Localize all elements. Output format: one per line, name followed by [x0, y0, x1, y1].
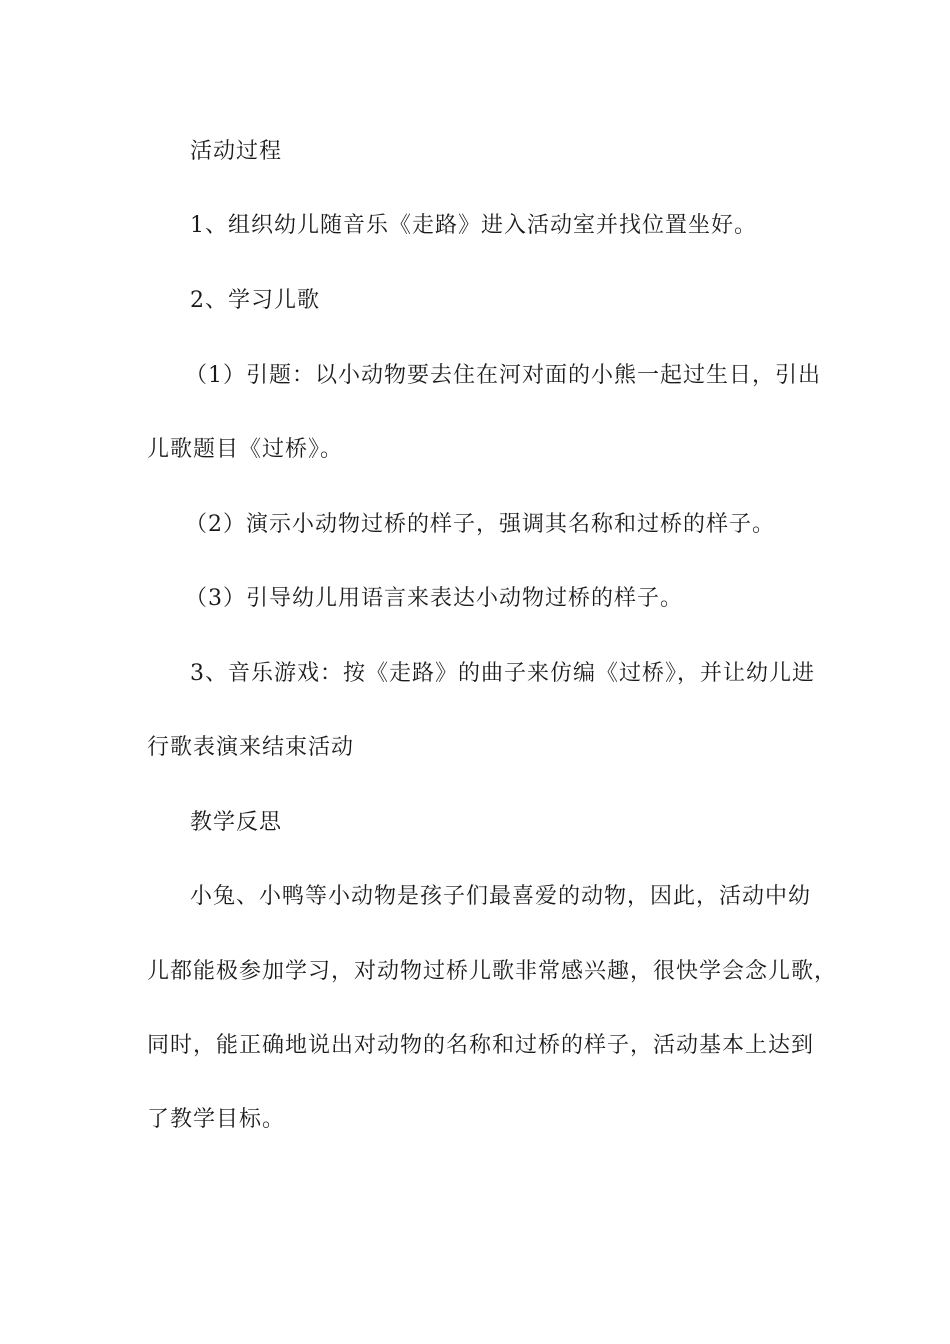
paragraph-substep-3: （3）引导幼儿用语言来表达小动物过桥的样子。	[185, 586, 683, 611]
paragraph-reflection-line-2: 儿都能极参加学习，对动物过桥儿歌非常感兴趣，很快学会念儿歌，	[147, 959, 838, 984]
heading-activity-process: 活动过程	[190, 139, 283, 164]
paragraph-step-3-line-1: 3、音乐游戏：按《走路》的曲子来仿编《过桥》，并让幼儿进	[190, 661, 815, 686]
paragraph-substep-1-line-2: 儿歌题目《过桥》。	[147, 437, 344, 462]
paragraph-step-1: 1、组织幼儿随音乐《走路》进入活动室并找位置坐好。	[190, 213, 757, 238]
paragraph-substep-1-line-1: （1）引题：以小动物要去住在河对面的小熊一起过生日，引出	[185, 363, 821, 388]
paragraph-step-2: 2、学习儿歌	[190, 288, 320, 313]
paragraph-reflection-line-4: 了教学目标。	[147, 1107, 286, 1132]
paragraph-reflection-line-3: 同时，能正确地说出对动物的名称和过桥的样子，活动基本上达到	[147, 1033, 815, 1058]
paragraph-reflection-line-1: 小兔、小鸭等小动物是孩子们最喜爱的动物，因此，活动中幼	[190, 884, 812, 909]
paragraph-step-3-line-2: 行歌表演来结束活动	[147, 735, 355, 760]
paragraph-substep-2: （2）演示小动物过桥的样子，强调其名称和过桥的样子。	[185, 512, 775, 537]
heading-teaching-reflection: 教学反思	[190, 810, 283, 835]
